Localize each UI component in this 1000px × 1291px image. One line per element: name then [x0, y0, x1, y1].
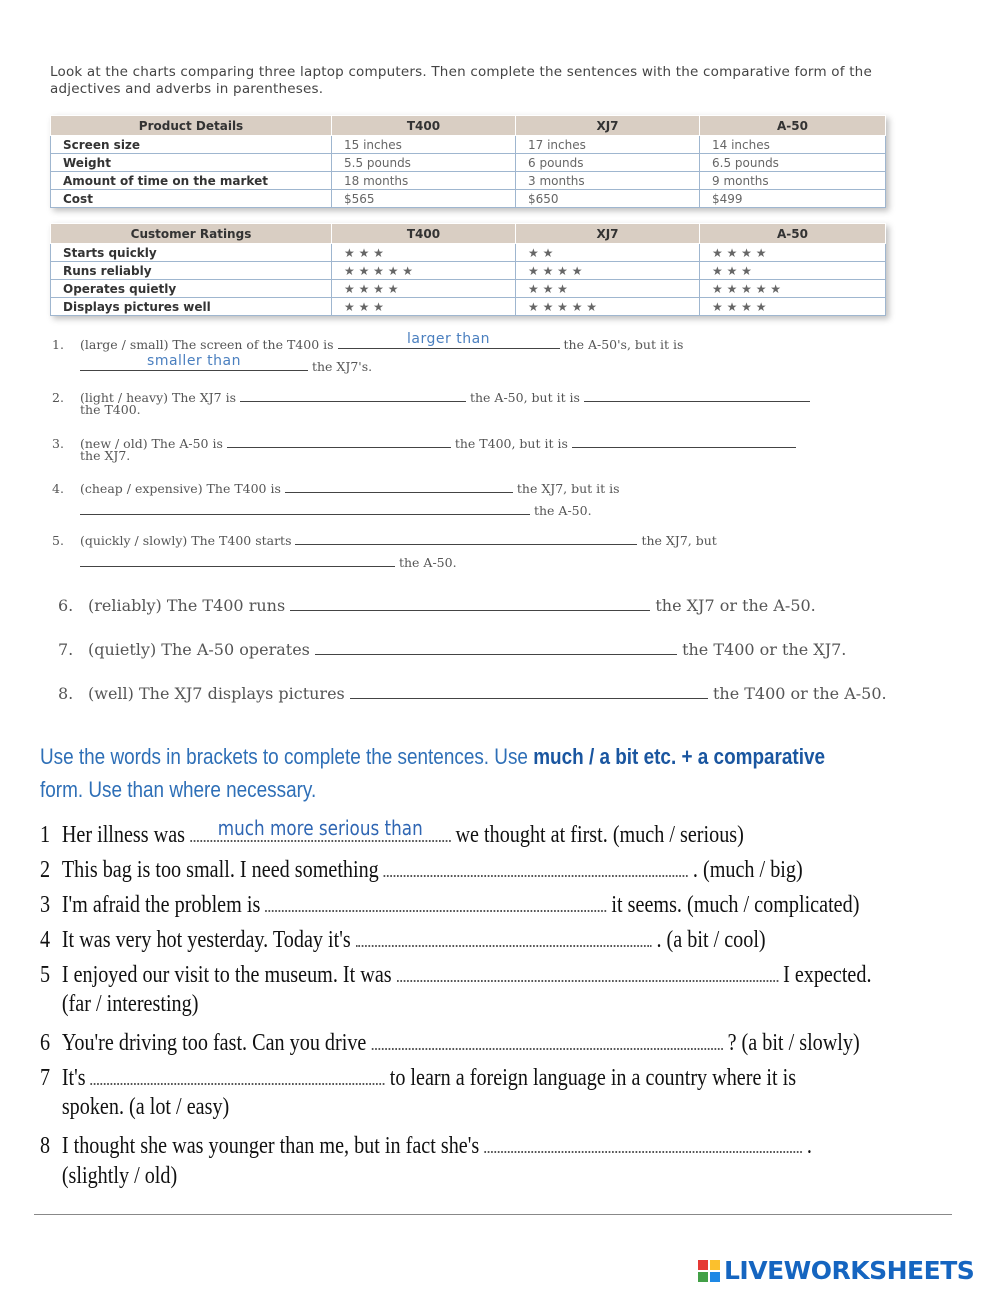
table-header-row: [51, 224, 886, 244]
question-b8: [40, 1129, 812, 1160]
answer-blank[interactable]: [584, 387, 810, 402]
question-b5: [40, 958, 872, 989]
question-a5: [52, 530, 717, 548]
question-text: I'm afraid the problem is: [61, 892, 261, 918]
star-rating: ★ ★ ★: [332, 298, 516, 316]
logo-block: [698, 1260, 708, 1270]
table-cell: 14 inches: [700, 136, 886, 154]
answer-blank[interactable]: [80, 552, 395, 567]
table-header: T400: [332, 116, 516, 136]
question-number: 2: [40, 857, 51, 883]
question-text: (slightly / old): [61, 1163, 178, 1189]
question-text: This bag is too small. I need something: [61, 857, 379, 883]
instruction-text: Use the words in brackets to complete the sentences. Use: [40, 744, 534, 769]
question-number: 1: [40, 822, 51, 848]
question-b3: [40, 888, 859, 919]
question-text: (light / heavy) The XJ7 is: [80, 390, 236, 405]
answer-blank[interactable]: [265, 888, 606, 912]
question-text: I enjoyed our visit to the museum. It was: [61, 962, 392, 988]
answer-blank[interactable]: [80, 353, 308, 371]
star-rating: ★ ★ ★ ★ ★: [700, 280, 886, 298]
question-text: we thought at first. (much / serious): [455, 822, 744, 848]
answer-blank[interactable]: [350, 681, 708, 699]
table-header: XJ7: [516, 224, 700, 244]
star-rating: ★ ★ ★ ★ ★: [516, 298, 700, 316]
question-number: 4: [40, 927, 51, 953]
question-number: 6.: [58, 596, 74, 615]
handwritten-answer: larger than: [407, 331, 491, 347]
question-text: the T400.: [80, 402, 141, 417]
question-a5-line2: [80, 552, 457, 570]
question-number: 8: [40, 1133, 51, 1159]
answer-blank[interactable]: [384, 853, 688, 877]
table-cell: $499: [700, 190, 886, 208]
question-text: (quickly / slowly) The T400 starts: [80, 533, 292, 548]
divider: [34, 1214, 952, 1215]
question-text: spoken. (a lot / easy): [61, 1094, 230, 1120]
table-row: [51, 136, 886, 154]
question-b2: [40, 853, 803, 884]
question-number: 6: [40, 1030, 51, 1056]
question-b6: [40, 1026, 860, 1057]
question-a2: [52, 387, 810, 405]
table-cell: 15 inches: [332, 136, 516, 154]
table-cell: $565: [332, 190, 516, 208]
table-row: [51, 154, 886, 172]
customer-ratings-table: [50, 223, 886, 316]
row-label: Starts quickly: [51, 244, 332, 262]
question-text: (large / small) The screen of the T400 is: [80, 337, 334, 352]
question-text: the XJ7.: [80, 448, 131, 463]
question-a2-line2: [80, 402, 141, 417]
row-label: Displays pictures well: [51, 298, 332, 316]
question-text: the T400 or the A-50.: [712, 684, 887, 703]
row-label: Weight: [51, 154, 332, 172]
question-text: . (much / big): [692, 857, 803, 883]
star-rating: ★ ★ ★: [516, 280, 700, 298]
instructions-part-a: Look at the charts comparing three laptop computers. Then complete the sentences with the comparative form of the adjectives and adverbs in parentheses.: [50, 64, 872, 97]
logo-blocks-icon: [698, 1260, 720, 1282]
answer-blank[interactable]: [356, 923, 652, 947]
question-a7: [58, 637, 846, 659]
question-b7: [40, 1061, 796, 1092]
question-text: Her illness was: [61, 822, 186, 848]
table-header: A-50: [700, 116, 886, 136]
table-cell: 18 months: [332, 172, 516, 190]
question-text: (reliably) The T400 runs: [88, 596, 286, 615]
question-text: It's: [61, 1065, 86, 1091]
question-number: 7.: [58, 640, 74, 659]
instruction-text: form. Use than where necessary.: [40, 777, 317, 802]
question-a6: [58, 593, 816, 615]
row-label: Runs reliably: [51, 262, 332, 280]
liveworksheets-logo: [698, 1256, 974, 1285]
question-text: (well) The XJ7 displays pictures: [88, 684, 345, 703]
table-cell: 9 months: [700, 172, 886, 190]
answer-blank[interactable]: [371, 1026, 722, 1050]
question-b5-line2: [40, 991, 198, 1018]
question-a8: [58, 681, 887, 703]
question-text: I expected.: [783, 962, 872, 988]
question-text: the XJ7's.: [311, 359, 373, 374]
question-number: 5: [40, 962, 51, 988]
question-a3-line2: [80, 448, 130, 463]
question-text: to learn a foreign language in a country where it is: [389, 1065, 797, 1091]
answer-blank[interactable]: [227, 433, 451, 448]
row-label: Amount of time on the market: [51, 172, 332, 190]
table-cell: 6 pounds: [516, 154, 700, 172]
star-rating: ★ ★ ★ ★: [700, 244, 886, 262]
table-cell: 5.5 pounds: [332, 154, 516, 172]
star-rating: ★ ★ ★: [700, 262, 886, 280]
row-label: Operates quietly: [51, 280, 332, 298]
table-row: [51, 190, 886, 208]
logo-block: [698, 1272, 708, 1282]
table-cell: $650: [516, 190, 700, 208]
table-cell: 3 months: [516, 172, 700, 190]
question-number: 3.: [52, 436, 64, 451]
row-label: Screen size: [51, 136, 332, 154]
answer-blank[interactable]: [285, 478, 513, 493]
question-text: .: [806, 1133, 812, 1159]
question-number: 4.: [52, 481, 64, 496]
question-number: 1.: [52, 337, 64, 352]
question-text: (far / interesting): [61, 991, 199, 1017]
table-cell: 6.5 pounds: [700, 154, 886, 172]
question-text: the A-50.: [533, 503, 592, 518]
question-text: the A-50.: [398, 555, 457, 570]
question-b8-line2: [40, 1163, 177, 1190]
table-header: Product Details: [51, 116, 332, 136]
answer-blank[interactable]: [295, 530, 637, 545]
question-text: the XJ7 or the A-50.: [655, 596, 816, 615]
question-number: 8.: [58, 684, 74, 703]
answer-blank[interactable]: [190, 818, 450, 842]
question-text: it seems. (much / complicated): [611, 892, 860, 918]
table-header: T400: [332, 224, 516, 244]
question-number: 5.: [52, 533, 64, 548]
star-rating: ★ ★ ★ ★ ★: [332, 262, 516, 280]
question-text: You're driving too fast. Can you drive: [61, 1030, 367, 1056]
product-details-table: [50, 115, 886, 208]
question-text: (cheap / expensive) The T400 is: [80, 481, 281, 496]
question-text: I thought she was younger than me, but in fact she's: [61, 1133, 480, 1159]
table-row: [51, 244, 886, 262]
question-number: 2.: [52, 390, 64, 405]
answer-blank[interactable]: [338, 331, 560, 349]
table-header: Customer Ratings: [51, 224, 332, 244]
instructions-part-b: [40, 740, 909, 806]
question-text: . (a bit / cool): [656, 927, 766, 953]
question-text: the A-50's, but it is: [563, 337, 684, 352]
star-rating: ★ ★: [516, 244, 700, 262]
question-number: 3: [40, 892, 51, 918]
star-rating: ★ ★ ★ ★: [332, 280, 516, 298]
answer-blank[interactable]: [484, 1129, 802, 1153]
logo-block: [710, 1260, 720, 1270]
table-header: XJ7: [516, 116, 700, 136]
question-text: the XJ7, but it is: [516, 481, 620, 496]
question-a1-line2: [80, 353, 373, 374]
question-b4: [40, 923, 766, 954]
table-row: [51, 280, 886, 298]
question-a4: [52, 478, 620, 496]
answer-blank[interactable]: [91, 1061, 385, 1085]
answer-blank[interactable]: [572, 433, 796, 448]
question-text: the T400, but it is: [454, 436, 568, 451]
answer-blank[interactable]: [397, 958, 778, 982]
question-a3: [52, 433, 796, 451]
answer-blank[interactable]: [80, 500, 530, 515]
question-text: the T400 or the XJ7.: [682, 640, 847, 659]
question-b1: [40, 818, 744, 849]
question-text: the A-50, but it is: [469, 390, 580, 405]
table-row: [51, 172, 886, 190]
answer-blank[interactable]: [290, 593, 650, 611]
question-text: (quietly) The A-50 operates: [88, 640, 310, 659]
logo-block: [710, 1272, 720, 1282]
question-text: It was very hot yesterday. Today it's: [61, 927, 351, 953]
star-rating: ★ ★ ★ ★: [516, 262, 700, 280]
table-header: A-50: [700, 224, 886, 244]
question-a4-line2: [80, 500, 592, 518]
question-text: ? (a bit / slowly): [727, 1030, 860, 1056]
star-rating: ★ ★ ★ ★: [700, 298, 886, 316]
table-row: [51, 298, 886, 316]
table-cell: 17 inches: [516, 136, 700, 154]
table-row: [51, 262, 886, 280]
handwritten-answer: much more serious than: [217, 816, 423, 840]
logo-text: LIVEWORKSHEETS: [724, 1256, 975, 1285]
question-b7-line2: [40, 1094, 229, 1121]
answer-blank[interactable]: [315, 637, 677, 655]
question-text: the XJ7, but: [641, 533, 717, 548]
row-label: Cost: [51, 190, 332, 208]
question-number: 7: [40, 1065, 51, 1091]
question-a1: [52, 331, 684, 352]
instruction-emphasis: much / a bit etc. + a comparative: [533, 744, 826, 769]
table-header-row: [51, 116, 886, 136]
star-rating: ★ ★ ★: [332, 244, 516, 262]
question-text: (new / old) The A-50 is: [80, 436, 223, 451]
answer-blank[interactable]: [240, 387, 466, 402]
handwritten-answer: smaller than: [147, 353, 241, 369]
